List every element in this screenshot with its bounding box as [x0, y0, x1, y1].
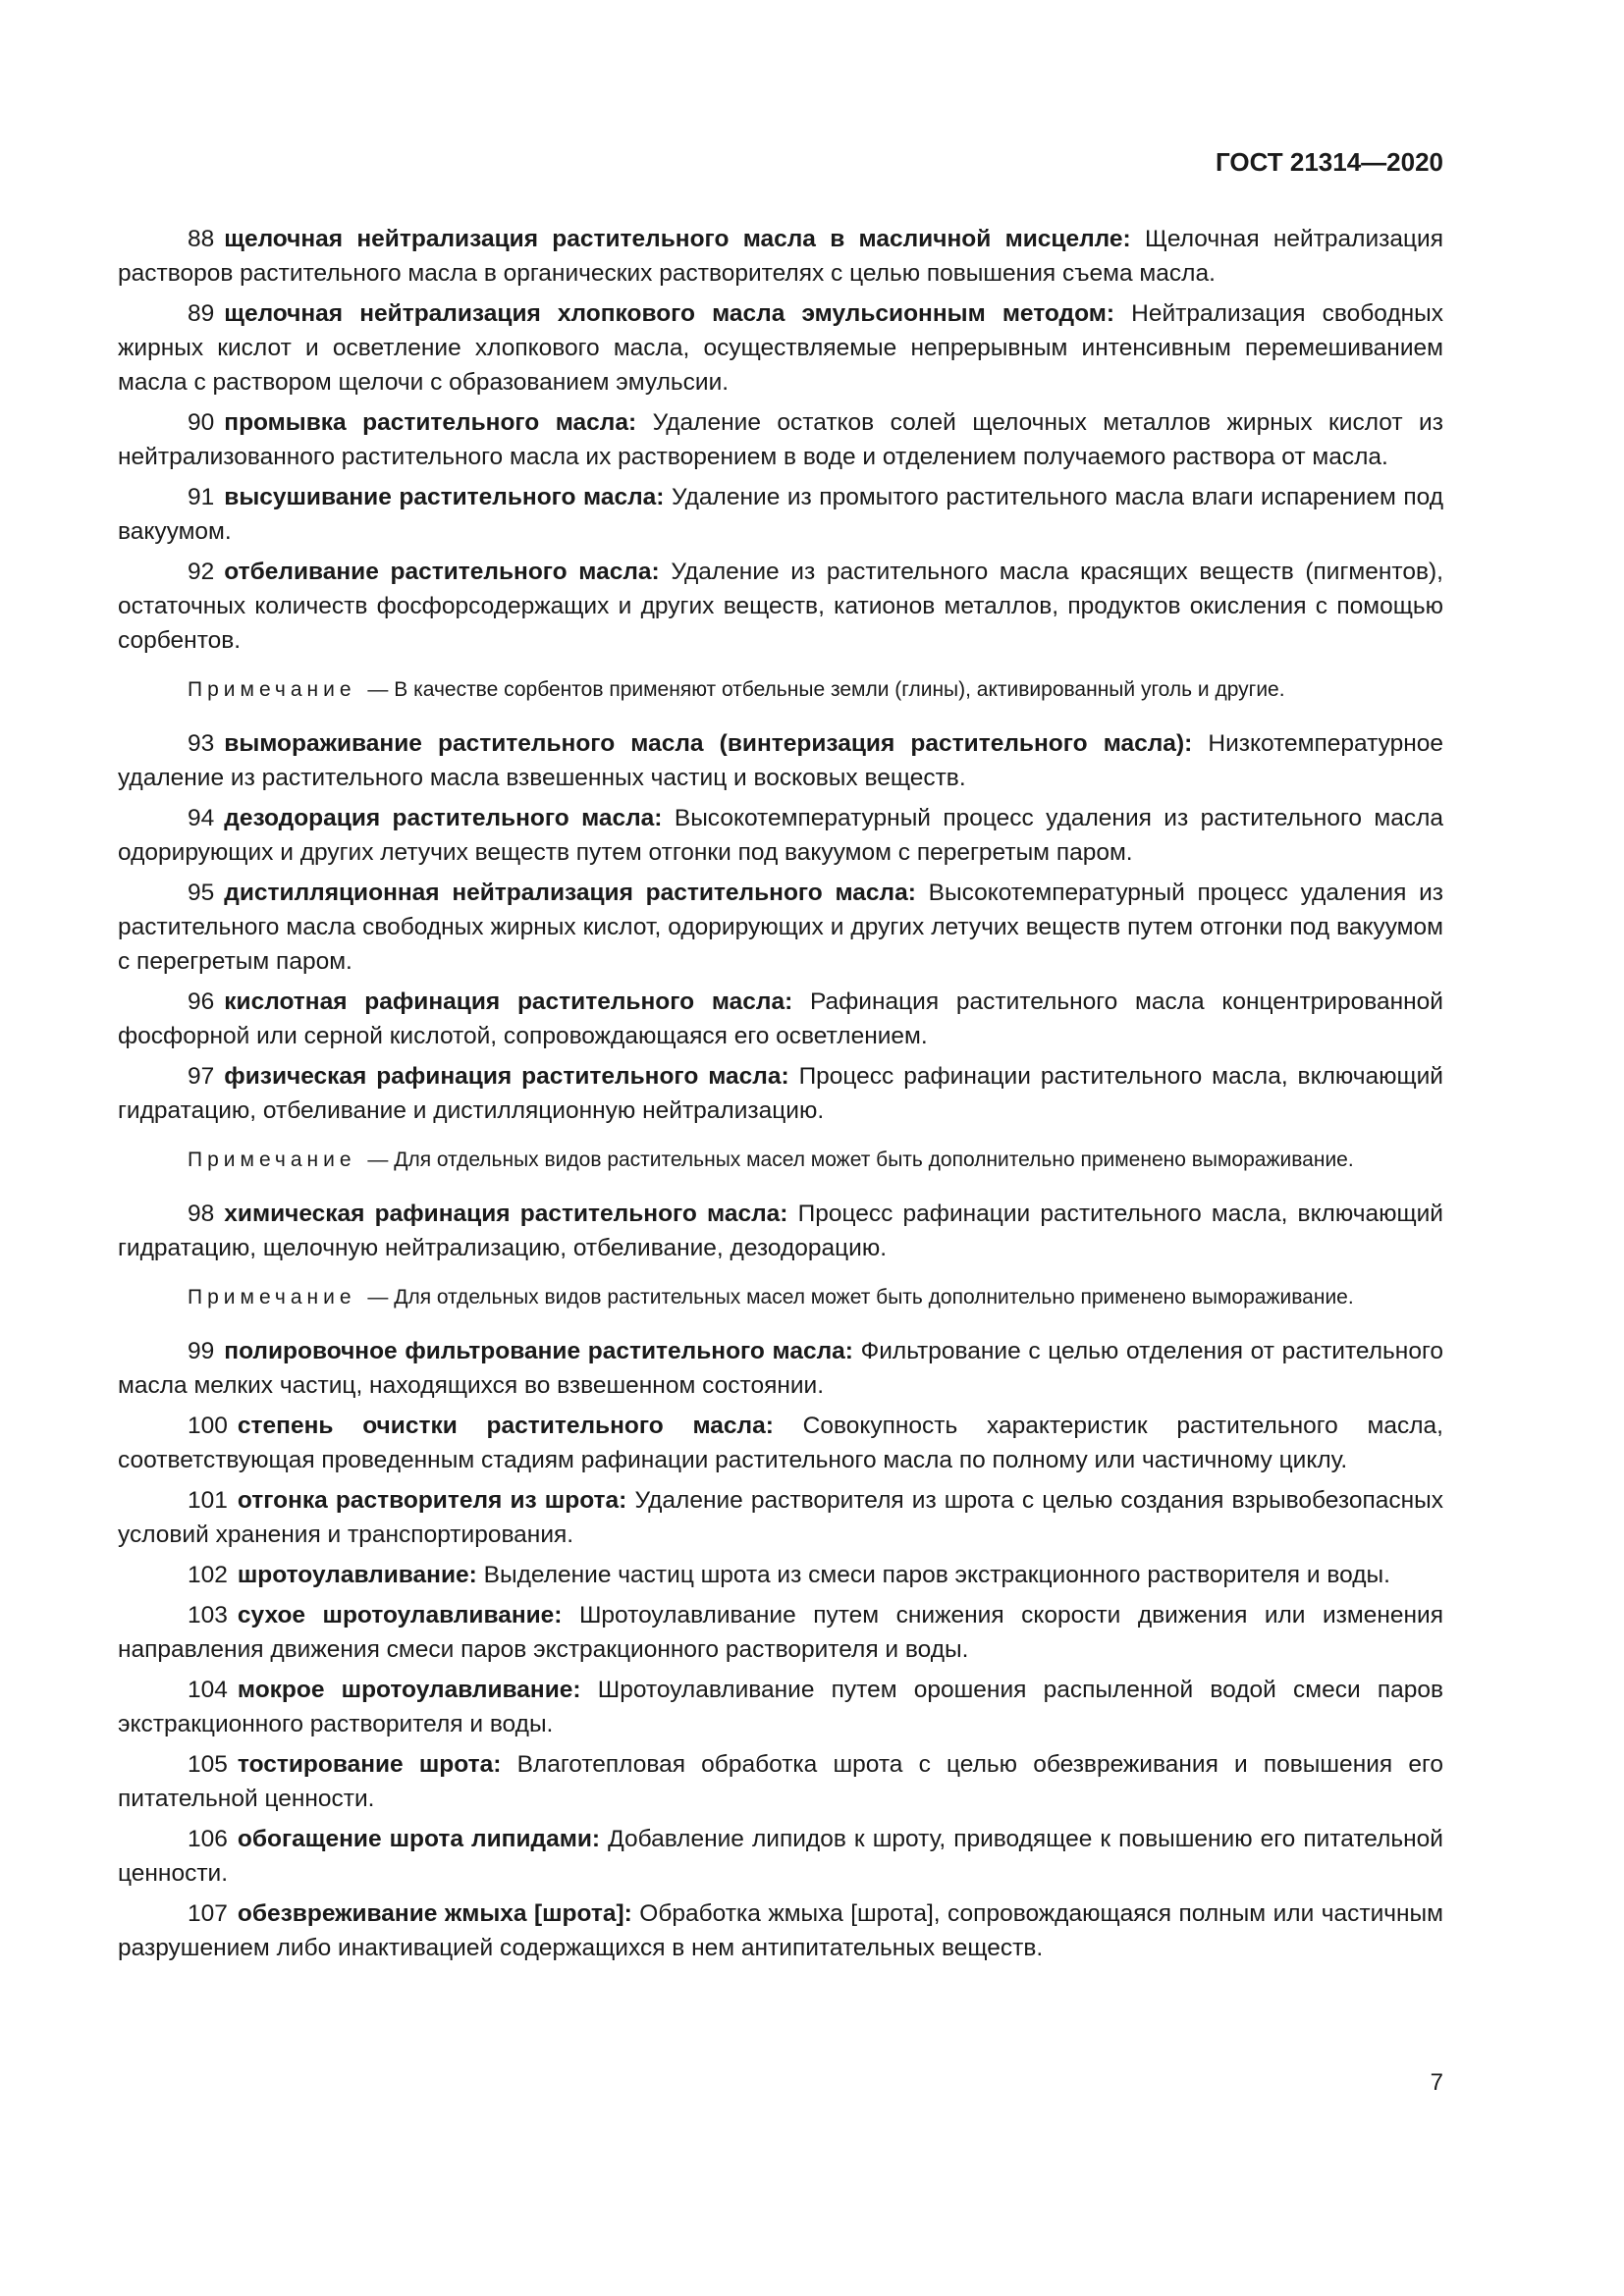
term-definition: Обработка жмыха [шрота], сопровождающаяся полным или частичным разрушением либо инактивацией содержащихся в нем антипитательных веществ.: [118, 1900, 1443, 1961]
term-definition: Выделение частиц шрота из смеси паров экстракционного растворителя и воды.: [483, 1562, 1390, 1588]
term-name: обогащение шрота липидами:: [237, 1826, 601, 1852]
term-number: 96: [188, 988, 215, 1015]
term-name: полировочное фильтрование растительного масла:: [224, 1338, 853, 1364]
term-name: кислотная рафинация растительного масла:: [224, 988, 793, 1015]
term-name: сухое шротоулавливание:: [237, 1602, 563, 1629]
term-definition: Низкотемпературное удаление из растительного масла взвешенных частиц и восковых веществ.: [118, 730, 1443, 791]
term-name: обезвреживание жмыха [шрота]:: [237, 1900, 632, 1927]
term-definition: Удаление из промытого растительного масла влаги испарением под вакуумом.: [118, 484, 1443, 545]
note: [118, 675, 1443, 705]
term-number: 100: [188, 1413, 228, 1439]
note-text: — Для отдельных видов растительных масел может быть дополнительно применено вымораживание.: [367, 1148, 1354, 1171]
term-entry: [118, 1483, 1443, 1552]
term-name: отгонка растворителя из шрота:: [237, 1487, 627, 1514]
term-number: 91: [188, 484, 215, 510]
term-entry: [118, 480, 1443, 549]
term-name: мокрое шротоулавливание:: [237, 1677, 581, 1703]
term-definition: Шротоулавливание путем снижения скорости движения или изменения направления движения смеси паров экстракционного растворителя и воды.: [118, 1602, 1443, 1663]
term-entry: [118, 1059, 1443, 1128]
term-definition: Щелочная нейтрализация растворов растительного масла в органических растворителях с целью повышения съема масла.: [118, 226, 1444, 287]
term-entry: [118, 222, 1443, 291]
term-entry: [118, 1896, 1443, 1965]
term-name: степень очистки растительного масла:: [237, 1413, 774, 1439]
term-number: 95: [188, 880, 215, 906]
term-number: 90: [188, 409, 215, 436]
note: [118, 1146, 1443, 1175]
term-definition: Фильтрование с целью отделения от растительного масла мелких частиц, находящихся во взвешенном состоянии.: [118, 1338, 1443, 1399]
term-definition: Совокупность характеристик растительного масла, соответствующая проведенным стадиям рафинации растительного масла по полному или частичному циклу.: [118, 1413, 1443, 1473]
term-name: отбеливание растительного масла:: [224, 559, 660, 585]
term-number: 106: [188, 1826, 228, 1852]
term-entry: [118, 1747, 1443, 1816]
term-entry: [118, 405, 1443, 474]
term-number: 98: [188, 1201, 215, 1227]
term-entry: [118, 801, 1443, 870]
term-name: химическая рафинация растительного масла:: [224, 1201, 788, 1227]
term-definition: Удаление растворителя из шрота с целью создания взрывобезопасных условий хранения и транспортирования.: [118, 1487, 1443, 1548]
term-name: дезодорация растительного масла:: [224, 805, 663, 831]
term-name: высушивание растительного масла:: [224, 484, 665, 510]
term-definition: Высокотемпературный процесс удаления из растительного масла одорирующих и других летучих веществ путем отгонки под вакуумом с перегретым паром.: [118, 805, 1443, 866]
term-entry: [118, 1334, 1443, 1403]
term-number: 88: [188, 226, 215, 252]
term-name: вымораживание растительного масла (винтеризация растительного масла):: [224, 730, 1193, 757]
term-number: 92: [188, 559, 215, 585]
term-number: 105: [188, 1751, 228, 1778]
term-number: 99: [188, 1338, 215, 1364]
note-text: — Для отдельных видов растительных масел может быть дополнительно применено вымораживание.: [367, 1286, 1354, 1308]
terms-list: [118, 222, 1443, 1971]
term-number: 89: [188, 300, 215, 327]
term-definition: Процесс рафинации растительного масла, включающий гидратацию, отбеливание и дистилляционную нейтрализацию.: [118, 1063, 1443, 1124]
term-number: 104: [188, 1677, 228, 1703]
term-number: 93: [188, 730, 215, 757]
term-number: 102: [188, 1562, 228, 1588]
note-label: Примечание: [188, 1286, 356, 1308]
term-entry: [118, 1558, 1443, 1592]
note-text: — В качестве сорбентов применяют отбельные земли (глины), активированный уголь и другие.: [367, 678, 1285, 701]
term-entry: [118, 296, 1443, 400]
term-number: 94: [188, 805, 215, 831]
term-entry: [118, 1822, 1443, 1891]
term-entry: [118, 555, 1443, 658]
note-label: Примечание: [188, 678, 356, 701]
term-name: дистилляционная нейтрализация растительного масла:: [224, 880, 916, 906]
page-number: 7: [1430, 2069, 1443, 2096]
note-label: Примечание: [188, 1148, 356, 1171]
note: [118, 1283, 1443, 1312]
term-entry: [118, 1409, 1443, 1477]
term-entry: [118, 1598, 1443, 1667]
term-definition: Рафинация растительного масла концентрированной фосфорной или серной кислотой, сопровождающаяся его осветлением.: [118, 988, 1443, 1049]
term-definition: Удаление остатков солей щелочных металлов жирных кислот из нейтрализованного растительного масла их растворением в воде и отделением получаемого раствора от масла.: [118, 409, 1443, 470]
term-definition: Шротоулавливание путем орошения распыленной водой смеси паров экстракционного растворителя и воды.: [118, 1677, 1443, 1737]
term-definition: Процесс рафинации растительного масла, включающий гидратацию, щелочную нейтрализацию, отбеливание, дезодорацию.: [118, 1201, 1443, 1261]
term-entry: [118, 1197, 1443, 1265]
term-name: шротоулавливание:: [237, 1562, 477, 1588]
term-name: щелочная нейтрализация растительного масла в масличной мисцелле:: [224, 226, 1131, 252]
term-definition: Влаготепловая обработка шрота с целью обезвреживания и повышения его питательной ценности.: [118, 1751, 1443, 1812]
term-entry: [118, 1673, 1443, 1741]
term-entry: [118, 726, 1443, 795]
term-name: щелочная нейтрализация хлопкового масла эмульсионным методом:: [224, 300, 1115, 327]
term-definition: Нейтрализация свободных жирных кислот и осветление хлопкового масла, осуществляемые непрерывным интенсивным перемешиванием масла с раствором щелочи с образованием эмульсии.: [118, 300, 1444, 396]
term-number: 101: [188, 1487, 228, 1514]
term-number: 97: [188, 1063, 215, 1090]
term-definition: Добавление липидов к шроту, приводящее к повышению его питательной ценности.: [118, 1826, 1443, 1887]
term-name: тостирование шрота:: [237, 1751, 502, 1778]
term-name: промывка растительного масла:: [224, 409, 637, 436]
term-number: 107: [188, 1900, 228, 1927]
term-number: 103: [188, 1602, 228, 1629]
term-entry: [118, 985, 1443, 1053]
standard-designation: ГОСТ 21314—2020: [1216, 147, 1443, 177]
term-definition: Удаление из растительного масла красящих веществ (пигментов), остаточных количеств фосфорсодержащих и других веществ, катионов металлов, продуктов окисления с помощью сорбентов.: [118, 559, 1443, 654]
term-entry: [118, 876, 1443, 979]
term-name: физическая рафинация растительного масла:: [224, 1063, 789, 1090]
term-definition: Высокотемпературный процесс удаления из растительного масла свободных жирных кислот, одорирующих и других летучих веществ путем отгонки под вакуумом с перегретым паром.: [118, 880, 1443, 975]
